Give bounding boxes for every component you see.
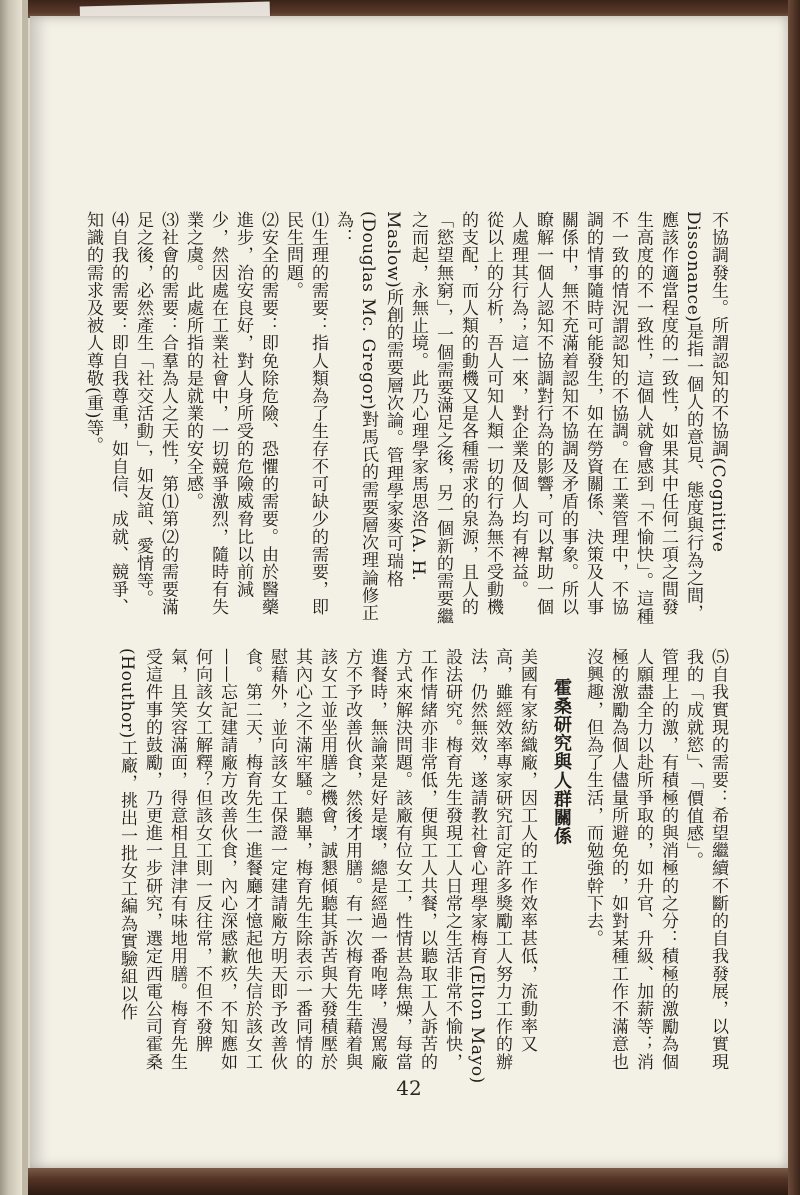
paragraph: 美國有家紡織廠，因工人的工作效率甚低，流動率又高，雖經效率專家研究訂定許多獎勵工人努力工作的辦法，仍然無效，遂請教社會心理學家梅育(Elton Mayo)設法研究。梅育先生發現工人日常之生活非常不愉快，工作情緒亦非常低，便與工人共餐，以聽取工人訴苦的方式來解決問題。該廠有位女工，性情甚為焦燥，每當進餐時，無論菜是好是壞，總是經過一番咆哮，漫罵廠方不予改善伙食，然後才用膳。有一次梅育先生藉着與該女工並坐用膳之機會，誠懇傾聽其訴苦與大發積壓於其內心之不滿牢騷。聽畢，梅育先生除表示一番同情的慰藉外，並向該女工保證一定建請廠方明天即予改善伙食。第二天，梅育先生一進餐廳才憶起他失信於該女工——忘記建請廠方改善伙食，內心深感歉疚，不知應如何向該女工解釋？但該女工則一反往常，不但不發脾氣，且笑容滿面，得意相且津津有味地用膳。梅育先生受這件事的鼓勵，乃更進一步研究，選定西電公司霍桑(Houthor)工廠，挑出一批女工編為實驗組以作 xyxy=(117,648,537,1084)
paragraph: ⑵安全的需要：即免除危險、恐懼的需要。由於醫藥進步，治安良好，對人身所受的危險威脅比以前減少，然因處在工業社會中，一切競爭激烈，隨時有失業之虞。此處所指的是就業的安全感。 xyxy=(183,211,278,616)
upper-text-block xyxy=(83,211,730,631)
page-number: 42 xyxy=(396,1076,422,1100)
book-gutter-edge xyxy=(22,0,28,1195)
paragraph: ⑶社會的需要：合羣為人之天性，第⑴第⑵的需要滿足之後，必然產生「社交活動」，如友誼、愛情等。 xyxy=(133,211,178,616)
book-cover-bottom xyxy=(28,1168,800,1195)
section-heading: 霍桑研究與人群關係 xyxy=(551,678,572,846)
lower-text-block xyxy=(90,648,730,1084)
book-cover-right xyxy=(788,0,800,1195)
paragraph: 從以上的分析，吾人可知人類一切的行為無不受動機的支配，而人類的動機又是各種需求的泉源，且人的「慾望無窮」，一個需要滿足之後，另一個新的需要繼之而起，永無止境。此乃心理學家馬思洛(A. H. Maslow)所創的需要層次論。管理學家麥可瑞格(Douglas Mc. Gregor)對馬氏的需要層次理論修正為： xyxy=(333,211,503,625)
book-page-stack xyxy=(0,0,22,1195)
paragraph: 管理上的激，有積極的與消極的之分：積極的激勵為個人願盡全力以赴所爭取的，如升官、升級、加薪等；消極的激勵為個人儘量所避免的，如對某種工作不滿意也沒興趣，但為了生活，而勉強幹下去。 xyxy=(583,648,678,1071)
book-page xyxy=(30,16,788,1168)
paragraph: 不協調發生。所謂認知的不協調(Cognitive Dissonance)是指一個人的意見、態度與行為之間，應該作適當程度的一致性，如果其中任何二項之間發生高度的不一致性，這個人就會感到「不愉快」。這種不一致的情況謂認知的不協調。在工業管理中，不協調的情事隨時可能發生，如在勞資關係、決策及人事關係中，無不充滿着認知不協調及矛盾的事象。所以瞭解一個人認知不協調對行為的影響，可以幫助一個人處理其行為；這一來，對企業及個人均有裨益。 xyxy=(508,211,728,625)
paragraph: ⑸自我實現的需要：希望繼續不斷的自我發展，以實現我的「成就慾」、「價值感」。 xyxy=(683,648,728,1071)
paragraph: ⑷自我的需要：即自我尊重，如自信、成就、競爭、知識的需求及被人尊敬(重)等。 xyxy=(83,211,128,616)
paragraph: ⑴生理的需要：指人類為了生存不可缺少的需要，即民生問題。 xyxy=(283,211,328,616)
